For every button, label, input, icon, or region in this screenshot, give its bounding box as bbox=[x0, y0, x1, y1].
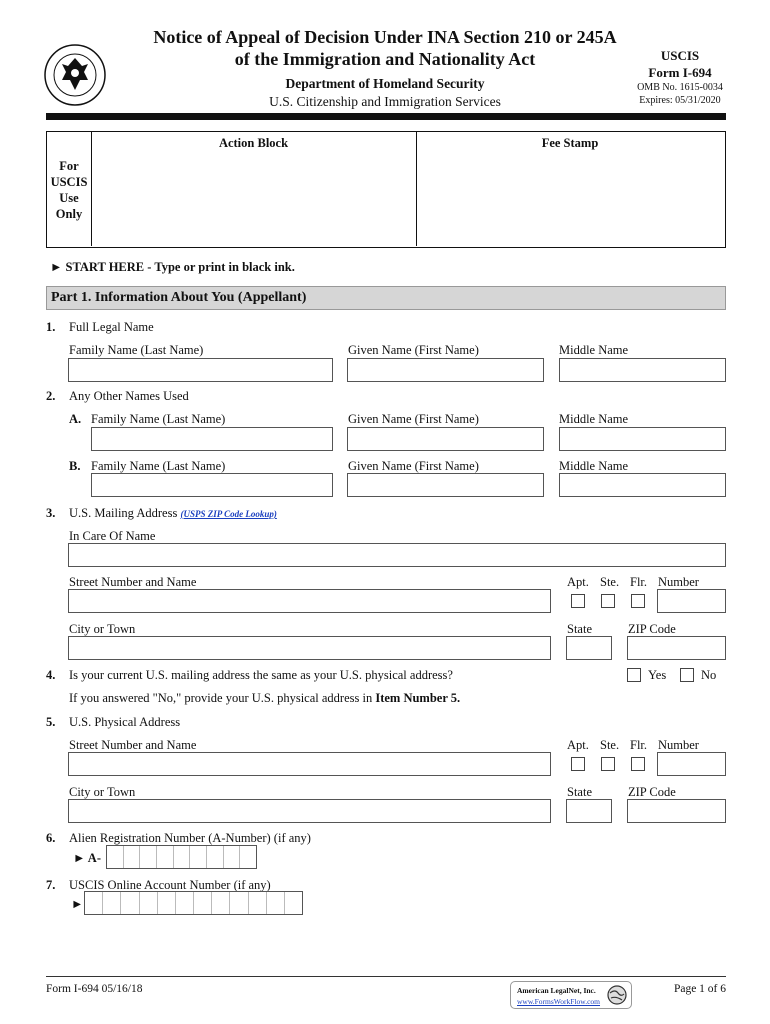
usps-zip-lookup-link[interactable]: (USPS ZIP Code Lookup) bbox=[180, 509, 277, 519]
part1-title: Part 1. Information About You (Appellant) bbox=[51, 290, 307, 305]
physical-city-label: City or Town bbox=[69, 785, 136, 799]
item2-number: 2. bbox=[46, 389, 56, 403]
side-label-uscis: USCIS bbox=[50, 175, 88, 189]
item2b-letter: B. bbox=[69, 459, 81, 473]
a-number-prefix: ► A- bbox=[73, 851, 101, 865]
other-given-name-a-input[interactable] bbox=[347, 427, 544, 451]
publisher-badge bbox=[510, 981, 632, 1009]
publisher-name: American LegalNet, Inc. bbox=[517, 986, 596, 995]
page-number: Page 1 of 6 bbox=[673, 983, 726, 995]
form-number: Form I-694 bbox=[648, 65, 712, 80]
other-middle-name-b-input[interactable] bbox=[559, 473, 726, 497]
physical-unit-number-input[interactable] bbox=[657, 752, 726, 776]
physical-city-input[interactable] bbox=[68, 799, 551, 823]
mailing-ste-checkbox[interactable] bbox=[601, 594, 615, 608]
form-title-line2: of the Immigration and Nationality Act bbox=[234, 49, 536, 69]
fee-stamp-label: Fee Stamp bbox=[541, 136, 599, 150]
item4-yes-label: Yes bbox=[648, 668, 667, 682]
other-family-name-b-input[interactable] bbox=[91, 473, 333, 497]
physical-state-label: State bbox=[567, 785, 592, 799]
physical-state-select[interactable] bbox=[566, 799, 612, 823]
item2a-letter: A. bbox=[69, 412, 82, 426]
item4-yes-checkbox[interactable] bbox=[627, 668, 641, 682]
online-account-arrow-icon: ► bbox=[71, 897, 84, 911]
other-middle-name-a-input[interactable] bbox=[559, 427, 726, 451]
footer-rule bbox=[46, 976, 726, 977]
item6-label: Alien Registration Number (A-Number) (if any) bbox=[69, 831, 311, 845]
mailing-street-input[interactable] bbox=[68, 589, 551, 613]
physical-street-label: Street Number and Name bbox=[69, 738, 197, 752]
globe-icon bbox=[606, 984, 628, 1006]
other-family-name-a-input[interactable] bbox=[91, 427, 333, 451]
dhs-seal bbox=[44, 44, 106, 106]
item4-no-label: No bbox=[701, 668, 717, 682]
item2-label: Any Other Names Used bbox=[69, 389, 189, 403]
other-family-name-a-label: Family Name (Last Name) bbox=[91, 412, 226, 426]
physical-ste-label: Ste. bbox=[600, 738, 620, 752]
physical-street-input[interactable] bbox=[68, 752, 551, 776]
item3-number: 3. bbox=[46, 506, 56, 520]
item6-number: 6. bbox=[46, 831, 56, 845]
office-use-side bbox=[47, 132, 92, 246]
office-use-block bbox=[46, 131, 726, 248]
family-name-label: Family Name (Last Name) bbox=[69, 343, 204, 357]
item4-note-text: If you answered "No," provide your U.S. physical address in bbox=[69, 691, 376, 705]
side-label-only: Only bbox=[55, 207, 83, 221]
item3-label: U.S. Mailing Address bbox=[69, 506, 178, 520]
mailing-unit-number-input[interactable] bbox=[657, 589, 726, 613]
given-name-input[interactable] bbox=[347, 358, 544, 382]
expiration-date: Expires: 05/31/2020 bbox=[639, 95, 721, 106]
a-number-input[interactable] bbox=[106, 845, 257, 869]
fee-stamp bbox=[417, 132, 723, 246]
physical-apt-checkbox[interactable] bbox=[571, 757, 585, 771]
middle-name-label: Middle Name bbox=[559, 343, 629, 357]
mailing-zip-label: ZIP Code bbox=[628, 622, 676, 636]
mailing-state-label: State bbox=[567, 622, 592, 636]
item5-label: U.S. Physical Address bbox=[69, 715, 181, 729]
item4-note-ref: Item Number 5. bbox=[375, 691, 461, 705]
physical-flr-label: Flr. bbox=[630, 738, 648, 752]
action-block-label: Action Block bbox=[218, 136, 289, 150]
mailing-street-label: Street Number and Name bbox=[69, 575, 197, 589]
in-care-of-input[interactable] bbox=[68, 543, 726, 567]
item4-no-checkbox[interactable] bbox=[680, 668, 694, 682]
action-block bbox=[91, 132, 417, 246]
physical-zip-label: ZIP Code bbox=[628, 785, 676, 799]
header-rule bbox=[46, 113, 726, 120]
part1-header bbox=[46, 286, 726, 310]
in-care-of-label: In Care Of Name bbox=[69, 529, 156, 543]
mailing-state-select[interactable] bbox=[566, 636, 612, 660]
mailing-flr-label: Flr. bbox=[630, 575, 648, 589]
item4-note bbox=[69, 691, 460, 706]
family-name-input[interactable] bbox=[68, 358, 333, 382]
mailing-apt-checkbox[interactable] bbox=[571, 594, 585, 608]
mailing-zip-input[interactable] bbox=[627, 636, 726, 660]
other-family-name-b-label: Family Name (Last Name) bbox=[91, 459, 226, 473]
mailing-apt-label: Apt. bbox=[567, 575, 589, 589]
middle-name-input[interactable] bbox=[559, 358, 726, 382]
other-middle-name-b-label: Middle Name bbox=[559, 459, 629, 473]
footer-form-date: Form I-694 05/16/18 bbox=[46, 983, 143, 995]
item5-number: 5. bbox=[46, 715, 56, 729]
item7-number: 7. bbox=[46, 878, 56, 892]
online-account-number-input[interactable] bbox=[84, 891, 303, 915]
physical-zip-input[interactable] bbox=[627, 799, 726, 823]
mailing-city-input[interactable] bbox=[68, 636, 551, 660]
mailing-ste-label: Ste. bbox=[600, 575, 620, 589]
uscis-label: USCIS bbox=[660, 48, 700, 63]
other-given-name-b-label: Given Name (First Name) bbox=[348, 459, 479, 473]
omb-number: OMB No. 1615-0034 bbox=[637, 82, 723, 93]
start-here-text: START HERE - Type or print in black ink. bbox=[65, 260, 295, 274]
physical-apt-label: Apt. bbox=[567, 738, 589, 752]
department-name: Department of Homeland Security bbox=[285, 76, 485, 91]
item1-number: 1. bbox=[46, 320, 56, 334]
publisher-link[interactable]: www.FormsWorkFlow.com bbox=[517, 997, 601, 1006]
side-label-use: Use bbox=[59, 191, 79, 205]
physical-ste-checkbox[interactable] bbox=[601, 757, 615, 771]
item4-question: Is your current U.S. mailing address the same as your U.S. physical address? bbox=[69, 668, 453, 682]
side-label-for: For bbox=[59, 159, 79, 173]
mailing-flr-checkbox[interactable] bbox=[631, 594, 645, 608]
form-title-line1: Notice of Appeal of Decision Under INA Section 210 or 245A bbox=[153, 27, 617, 47]
given-name-label: Given Name (First Name) bbox=[348, 343, 479, 357]
start-here-row bbox=[50, 260, 295, 275]
other-given-name-b-input[interactable] bbox=[347, 473, 544, 497]
physical-flr-checkbox[interactable] bbox=[631, 757, 645, 771]
other-middle-name-a-label: Middle Name bbox=[559, 412, 629, 426]
item4-number: 4. bbox=[46, 668, 56, 682]
mailing-number-label: Number bbox=[658, 575, 699, 589]
item7-label: USCIS Online Account Number (if any) bbox=[69, 878, 271, 892]
start-arrow-icon: ► bbox=[50, 260, 66, 274]
mailing-city-label: City or Town bbox=[69, 622, 136, 636]
item1-label: Full Legal Name bbox=[69, 320, 154, 334]
agency-name: U.S. Citizenship and Immigration Services bbox=[269, 94, 501, 109]
other-given-name-a-label: Given Name (First Name) bbox=[348, 412, 479, 426]
physical-number-label: Number bbox=[658, 738, 699, 752]
